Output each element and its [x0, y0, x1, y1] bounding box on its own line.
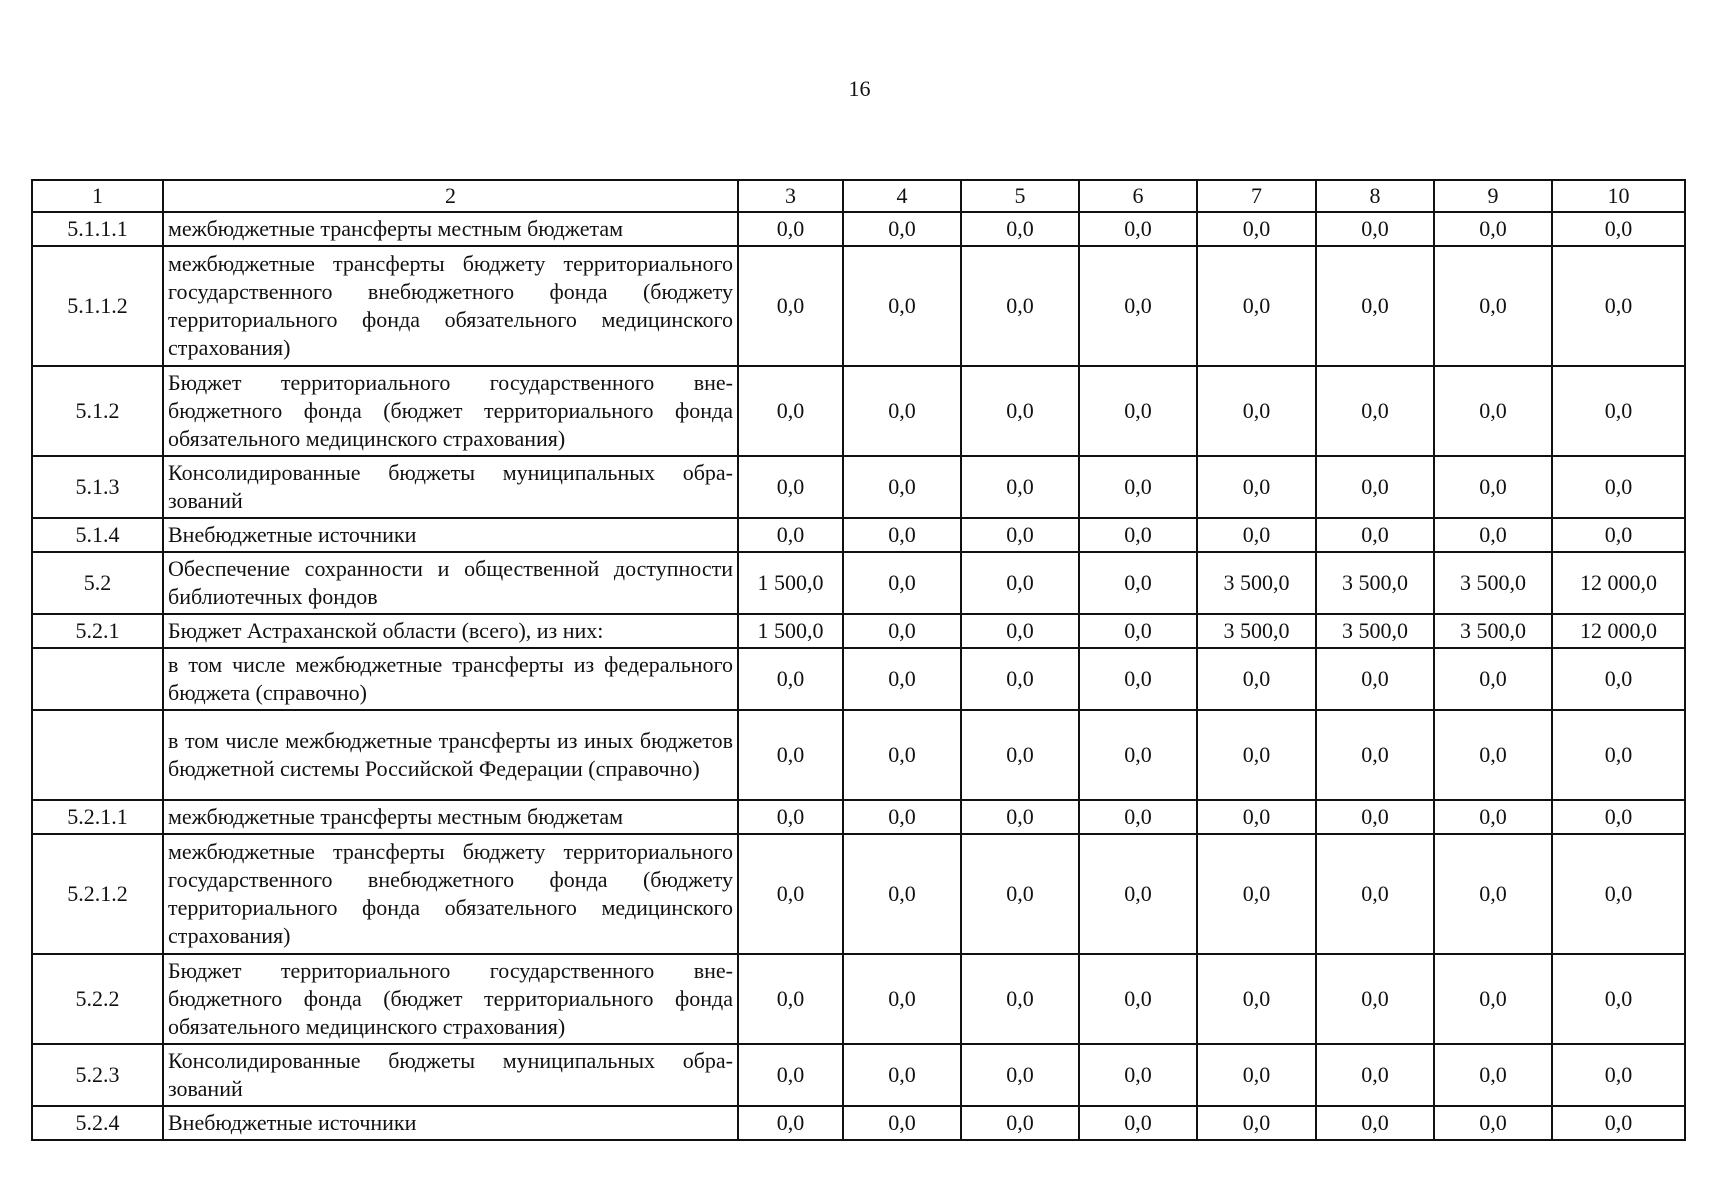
row-name-cell: межбюджетные трансферты местным бюджетам: [163, 800, 738, 834]
value-cell: 0,0: [1316, 246, 1434, 366]
value-cell: 0,0: [843, 800, 961, 834]
value-cell: 0,0: [1316, 456, 1434, 518]
value-cell: 0,0: [738, 800, 843, 834]
row-number-cell: [32, 710, 163, 800]
table-row: [32, 1106, 1685, 1140]
value-cell: 0,0: [961, 800, 1079, 834]
value-cell: 0,0: [1197, 1044, 1316, 1106]
value-cell: 0,0: [1552, 212, 1685, 246]
value-cell: 0,0: [843, 456, 961, 518]
value-cell: 0,0: [1197, 246, 1316, 366]
value-cell: 0,0: [738, 212, 843, 246]
value-cell: 0,0: [961, 710, 1079, 800]
value-cell: 12 000,0: [1552, 552, 1685, 614]
row-name-cell: в том числе межбюджетные трансферты из иных бюджетов бюджетной системы Российской Федерации (справочно): [163, 710, 738, 800]
value-cell: 0,0: [843, 710, 961, 800]
value-cell: 0,0: [961, 552, 1079, 614]
value-cell: 0,0: [1079, 800, 1197, 834]
value-cell: 0,0: [843, 1106, 961, 1140]
value-cell: 0,0: [961, 834, 1079, 954]
row-name-cell: Внебюджетные источники: [163, 1106, 738, 1140]
value-cell: 0,0: [738, 518, 843, 552]
column-header: 3: [738, 180, 843, 212]
row-name-cell: в том числе межбюджетные трансферты из федерального бюджета (справочно): [163, 648, 738, 710]
value-cell: 0,0: [961, 648, 1079, 710]
value-cell: 0,0: [1316, 1044, 1434, 1106]
value-cell: 0,0: [1197, 710, 1316, 800]
table-row: [32, 366, 1685, 456]
value-cell: 0,0: [1434, 834, 1552, 954]
value-cell: 0,0: [1316, 800, 1434, 834]
value-cell: 0,0: [1434, 366, 1552, 456]
value-cell: 1 500,0: [738, 614, 843, 648]
value-cell: 0,0: [1316, 518, 1434, 552]
row-name-cell: Внебюджетные источники: [163, 518, 738, 552]
value-cell: 0,0: [1197, 518, 1316, 552]
value-cell: 0,0: [1079, 212, 1197, 246]
value-cell: 0,0: [961, 366, 1079, 456]
value-cell: 0,0: [1316, 1106, 1434, 1140]
column-header: 2: [163, 180, 738, 212]
value-cell: 3 500,0: [1197, 614, 1316, 648]
value-cell: 0,0: [1197, 212, 1316, 246]
value-cell: 0,0: [1079, 366, 1197, 456]
table-row: [32, 518, 1685, 552]
value-cell: 3 500,0: [1197, 552, 1316, 614]
value-cell: 0,0: [1434, 954, 1552, 1044]
value-cell: 0,0: [1079, 710, 1197, 800]
row-number-cell: 5.1.2: [32, 366, 163, 456]
value-cell: 3 500,0: [1316, 552, 1434, 614]
row-name-cell: Бюджет Астраханской области (всего), из них:: [163, 614, 738, 648]
value-cell: 0,0: [843, 246, 961, 366]
value-cell: 0,0: [1079, 518, 1197, 552]
column-header: 1: [32, 180, 163, 212]
value-cell: 0,0: [1434, 246, 1552, 366]
value-cell: 0,0: [1552, 1044, 1685, 1106]
value-cell: 0,0: [1316, 366, 1434, 456]
value-cell: 0,0: [1316, 834, 1434, 954]
value-cell: 0,0: [1197, 834, 1316, 954]
value-cell: 0,0: [1552, 648, 1685, 710]
value-cell: 0,0: [843, 518, 961, 552]
value-cell: 0,0: [843, 648, 961, 710]
row-number-cell: 5.2.1.2: [32, 834, 163, 954]
value-cell: 0,0: [1434, 648, 1552, 710]
value-cell: 0,0: [961, 1044, 1079, 1106]
column-header: 6: [1079, 180, 1197, 212]
value-cell: 0,0: [1197, 800, 1316, 834]
value-cell: 0,0: [1197, 648, 1316, 710]
table-row: [32, 1044, 1685, 1106]
row-number-cell: 5.1.1.1: [32, 212, 163, 246]
value-cell: 0,0: [738, 834, 843, 954]
row-name-cell: Консолидированные бюджеты муниципальных образований: [163, 1044, 738, 1106]
value-cell: 0,0: [1316, 710, 1434, 800]
value-cell: 0,0: [843, 552, 961, 614]
value-cell: 3 500,0: [1434, 552, 1552, 614]
budget-table: [31, 179, 1686, 1141]
value-cell: 0,0: [961, 954, 1079, 1044]
value-cell: 1 500,0: [738, 552, 843, 614]
row-name-cell: межбюджетные трансферты местным бюджетам: [163, 212, 738, 246]
value-cell: 0,0: [1552, 456, 1685, 518]
value-cell: 0,0: [1079, 246, 1197, 366]
value-cell: 0,0: [1079, 834, 1197, 954]
table-row: [32, 456, 1685, 518]
table-row: [32, 954, 1685, 1044]
row-number-cell: 5.1.3: [32, 456, 163, 518]
value-cell: 0,0: [1197, 1106, 1316, 1140]
row-name-cell: Обеспечение сохранности и общественной доступности библиотечных фондов: [163, 552, 738, 614]
table-row: [32, 246, 1685, 366]
value-cell: 0,0: [738, 1106, 843, 1140]
row-number-cell: 5.2.1: [32, 614, 163, 648]
table-row: [32, 212, 1685, 246]
value-cell: 0,0: [738, 366, 843, 456]
row-number-cell: 5.2: [32, 552, 163, 614]
value-cell: 0,0: [961, 1106, 1079, 1140]
value-cell: 0,0: [1434, 456, 1552, 518]
row-name-cell: Бюджет территориального государственного внебюджетного фонда (бюджет территориального фонда обязательного медицинского страхования): [163, 954, 738, 1044]
table-header-row: [32, 180, 1685, 212]
table-row: [32, 834, 1685, 954]
row-name-cell: Консолидированные бюджеты муниципальных образований: [163, 456, 738, 518]
value-cell: 3 500,0: [1316, 614, 1434, 648]
value-cell: 0,0: [1079, 614, 1197, 648]
row-name-cell: Бюджет территориального государственного внебюджетного фонда (бюджет территориального фонда обязательного медицинского страхования): [163, 366, 738, 456]
value-cell: 0,0: [1552, 1106, 1685, 1140]
value-cell: 0,0: [1197, 366, 1316, 456]
row-number-cell: 5.1.4: [32, 518, 163, 552]
value-cell: 0,0: [1552, 246, 1685, 366]
value-cell: 0,0: [738, 246, 843, 366]
value-cell: 12 000,0: [1552, 614, 1685, 648]
page-number: 16: [848, 76, 871, 101]
value-cell: 0,0: [1079, 1106, 1197, 1140]
value-cell: 0,0: [843, 212, 961, 246]
value-cell: 0,0: [738, 456, 843, 518]
value-cell: 0,0: [1434, 212, 1552, 246]
value-cell: 0,0: [1434, 1106, 1552, 1140]
value-cell: 0,0: [1552, 710, 1685, 800]
value-cell: 0,0: [843, 834, 961, 954]
value-cell: 0,0: [1079, 552, 1197, 614]
value-cell: 0,0: [1079, 456, 1197, 518]
column-header: 8: [1316, 180, 1434, 212]
column-header: 5: [961, 180, 1079, 212]
value-cell: 0,0: [961, 456, 1079, 518]
value-cell: 0,0: [1552, 800, 1685, 834]
value-cell: 0,0: [1079, 1044, 1197, 1106]
value-cell: 0,0: [961, 614, 1079, 648]
value-cell: 0,0: [1434, 800, 1552, 834]
table-row: [32, 648, 1685, 710]
column-header: 9: [1434, 180, 1552, 212]
value-cell: 0,0: [738, 710, 843, 800]
row-number-cell: 5.1.1.2: [32, 246, 163, 366]
value-cell: 0,0: [1079, 648, 1197, 710]
row-number-cell: 5.2.2: [32, 954, 163, 1044]
value-cell: 0,0: [1316, 648, 1434, 710]
row-number-cell: 5.2.4: [32, 1106, 163, 1140]
value-cell: 0,0: [843, 954, 961, 1044]
value-cell: 0,0: [1552, 518, 1685, 552]
value-cell: 0,0: [1434, 518, 1552, 552]
value-cell: 0,0: [1552, 834, 1685, 954]
value-cell: 0,0: [738, 954, 843, 1044]
table-row: [32, 800, 1685, 834]
value-cell: 0,0: [961, 518, 1079, 552]
value-cell: 0,0: [1316, 212, 1434, 246]
table-row: [32, 552, 1685, 614]
column-header: 7: [1197, 180, 1316, 212]
value-cell: 0,0: [843, 614, 961, 648]
value-cell: 0,0: [738, 648, 843, 710]
value-cell: 0,0: [1197, 456, 1316, 518]
table-row: [32, 710, 1685, 800]
row-name-cell: межбюджетные трансферты бюджету территориального государственного внебюджетного фонда (бюджету территориального фонда обязательного медицинского страхования): [163, 834, 738, 954]
value-cell: 3 500,0: [1434, 614, 1552, 648]
row-number-cell: [32, 648, 163, 710]
value-cell: 0,0: [1434, 710, 1552, 800]
row-number-cell: 5.2.1.1: [32, 800, 163, 834]
value-cell: 0,0: [1434, 1044, 1552, 1106]
column-header: 10: [1552, 180, 1685, 212]
value-cell: 0,0: [1079, 954, 1197, 1044]
value-cell: 0,0: [961, 246, 1079, 366]
value-cell: 0,0: [1552, 954, 1685, 1044]
value-cell: 0,0: [1552, 366, 1685, 456]
value-cell: 0,0: [961, 212, 1079, 246]
value-cell: 0,0: [1197, 954, 1316, 1044]
value-cell: 0,0: [1316, 954, 1434, 1044]
row-number-cell: 5.2.3: [32, 1044, 163, 1106]
table-row: [32, 614, 1685, 648]
value-cell: 0,0: [843, 366, 961, 456]
value-cell: 0,0: [738, 1044, 843, 1106]
column-header: 4: [843, 180, 961, 212]
row-name-cell: межбюджетные трансферты бюджету территориального государственного внебюджетного фонда (бюджету территориального фонда обязательного медицинского страхования): [163, 246, 738, 366]
value-cell: 0,0: [843, 1044, 961, 1106]
